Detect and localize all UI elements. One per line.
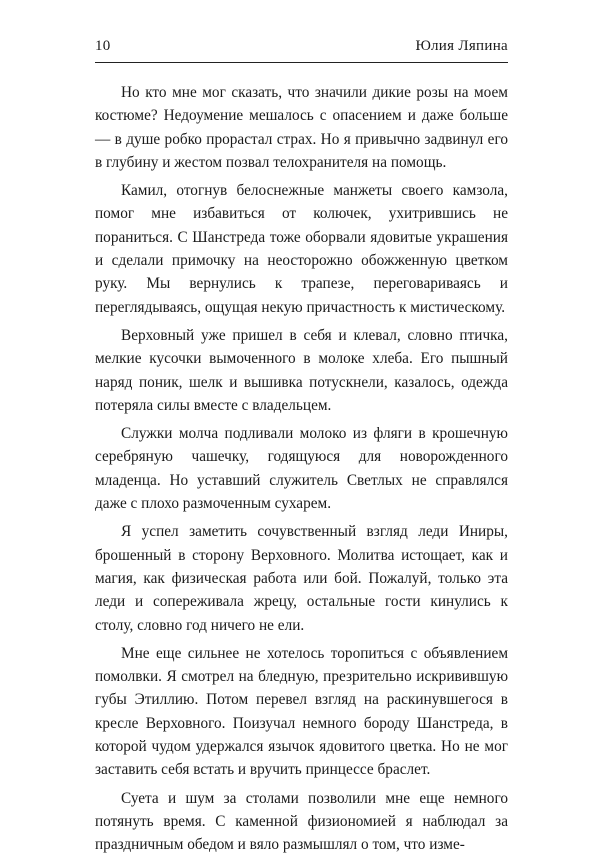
paragraph-7: Суета и шум за столами позволили мне еще немного потянуть время. С каменной физиономией я наблюдал за праздничным обедом и вяло размышлял о том, что изме-	[95, 789, 508, 854]
paragraph-4: Служки молча подливали молоко из фляги в крошечную серебряную чашечку, годящуюся для новорожденного младенца. Но уставший служитель Светлых не справлялся даже с плохо размоченным сухарем.	[95, 425, 508, 513]
paragraph-2: Камил, отогнув белоснежные манжеты своего камзола, помог мне избавиться от колючек, ухитрившись не пораниться. С Шанстреда тоже оборвали ядовитые украшения и сделали примочку на неосторожно обожженную цветком руку. Мы вернулись к трапезе, переговариваясь и переглядываясь, ощущая некую причастность к мистическому.	[95, 182, 508, 316]
body-text	[95, 81, 508, 857]
book-page	[95, 36, 508, 862]
paragraph-6: Мне еще сильнее не хотелось торопиться с объявлением помолвки. Я смотрел на бледную, презрительно искривившую губы Этиллию. Потом перевел взгляд на раскинувшегося в кресле Верховного. Поизучал немного бороду Шанстреда, в которой чудом удержался язычок ядовитого цветка. Но не мог заставить себя встать и вручить принцессе браслет.	[95, 644, 508, 779]
paragraph-1: Но кто мне мог сказать, что значили дикие розы на моем костюме? Недоумение мешалось с опасением и даже больше — в душе робко прорастал страх. Но я привычно задвинул его в глубину и жестом позвал телохранителя на помощь.	[95, 84, 508, 171]
author-name: Юлия Ляпина	[415, 38, 508, 54]
header-rule	[95, 62, 508, 63]
paragraph-5: Я успел заметить сочувственный взгляд леди Иниры, брошенный в сторону Верховного. Молитва истощает, как и магия, как физическая работа или бой. Пожалуй, только эта леди и сопереживала жрецу, остальные гости кинулись к столу, словно год ничего не ели.	[95, 523, 508, 634]
running-head	[95, 36, 508, 56]
paragraph-3: Верховный уже пришел в себя и клевал, словно птичка, мелкие кусочки вымоченного в молоке хлеба. Его пышный наряд поник, шелк и вышивка потускнели, казалось, одежда потеряла силы вместе с владельцем.	[95, 326, 508, 414]
page-number: 10	[95, 38, 111, 54]
